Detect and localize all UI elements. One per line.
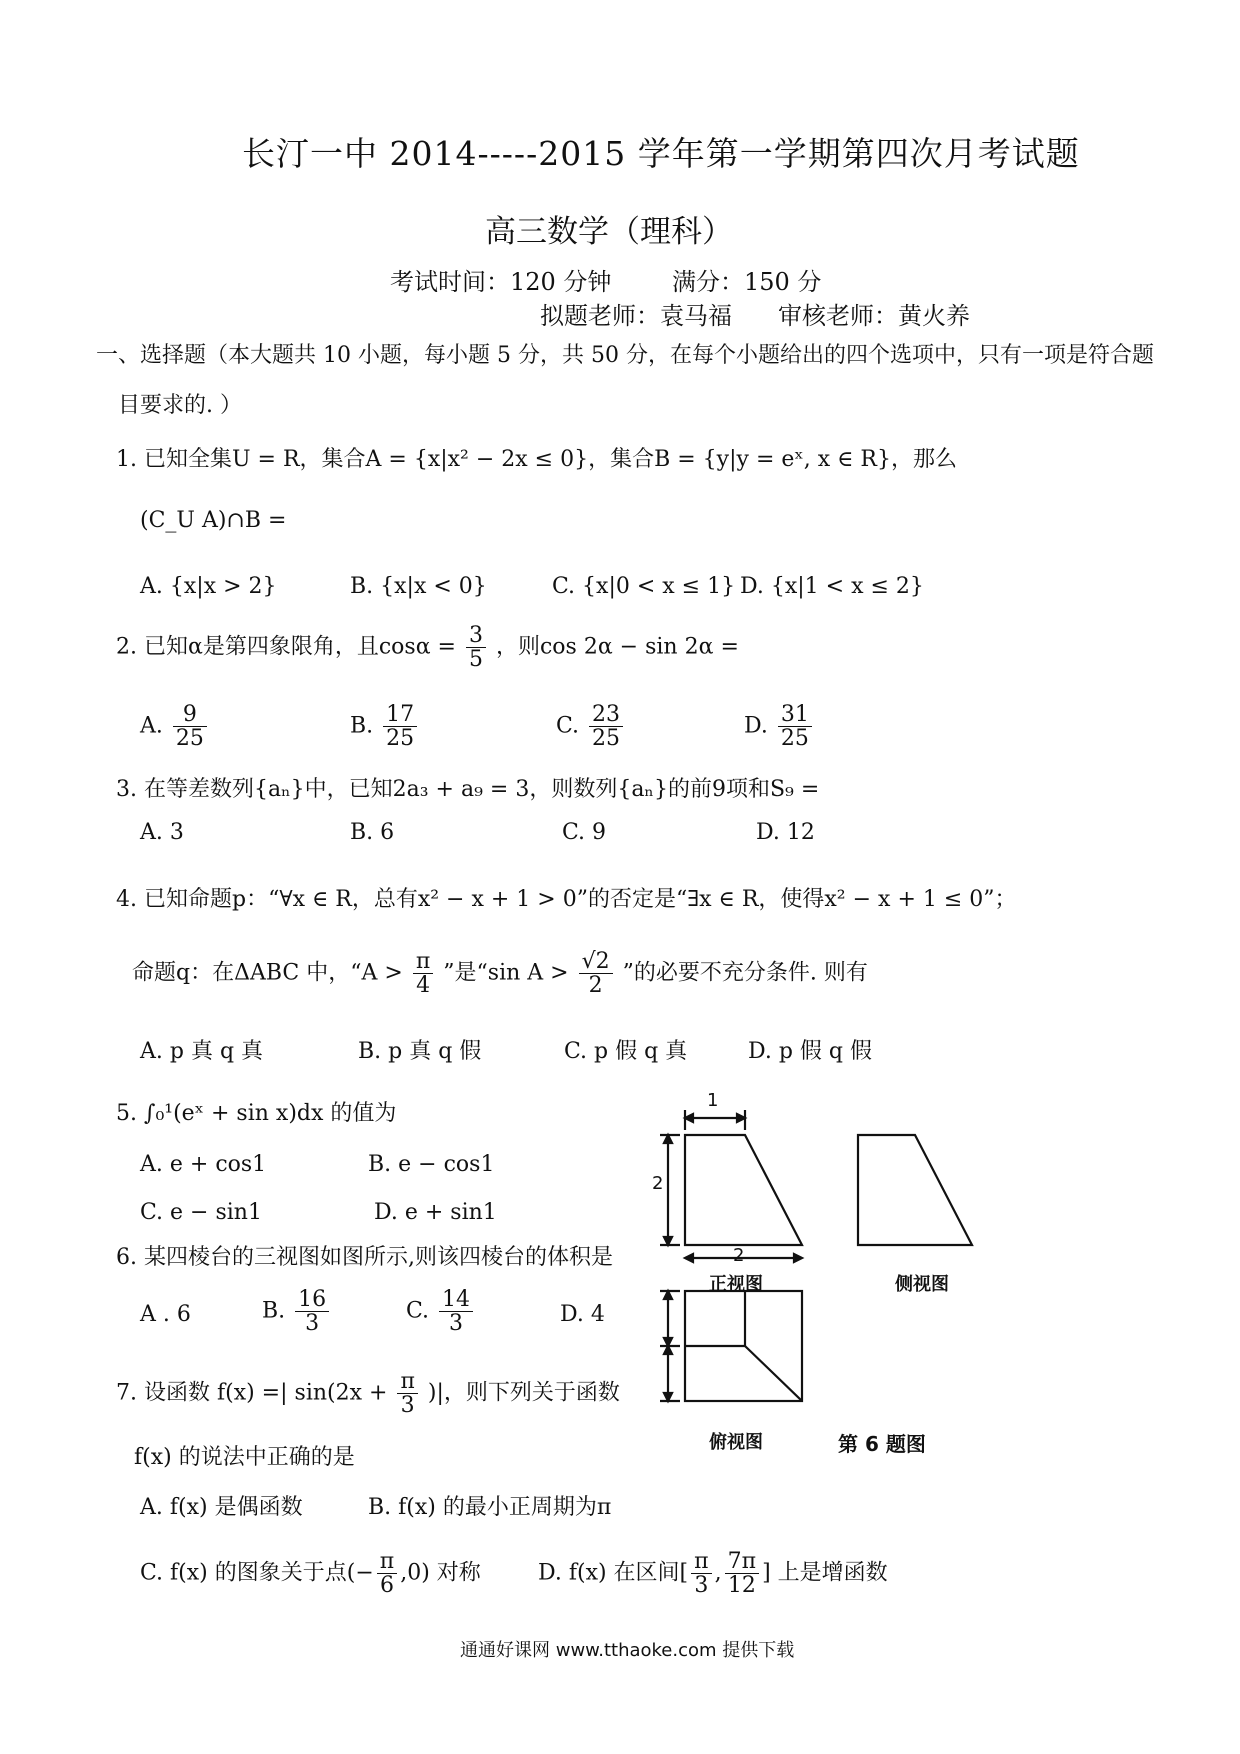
q4-stem2-a: 命题q：在ΔABC 中，“A >: [132, 960, 403, 986]
q2-b-label: B.: [350, 713, 374, 739]
q7-option-c: [140, 1550, 481, 1597]
q2-option-a: [140, 703, 210, 750]
footer-text: 通通好课网 www.tthaoke.com 提供下载: [460, 1640, 795, 1661]
exam-subtitle: 高三数学（理科）: [485, 214, 733, 250]
q4-pi-num: π: [413, 950, 433, 974]
q7-c-num: π: [377, 1550, 397, 1574]
q4-option-a: A. p 真 q 真: [140, 1039, 264, 1064]
q2-option-d: [744, 703, 815, 750]
question-7-cont: f(x) 的说法中正确的是: [134, 1445, 355, 1470]
q2-b-den: 25: [386, 726, 415, 752]
q2-a-label: A.: [140, 713, 163, 739]
q7-d-b: ] 上是增函数: [762, 1560, 888, 1586]
q7-d-den1: 3: [694, 1573, 709, 1599]
q2-den: 5: [468, 647, 483, 673]
q4-root-den: 2: [588, 973, 603, 999]
q2-option-c: [556, 703, 626, 750]
q2-stem-b: ，则cos 2α − sin 2α =: [495, 634, 739, 660]
q1-option-b: B. {x|x < 0}: [350, 574, 487, 599]
q4-stem2-b: ”是“sin A >: [443, 960, 569, 986]
q7-pi-num: π: [397, 1370, 417, 1394]
q6-option-b: [262, 1288, 332, 1335]
q2-option-b: [350, 703, 420, 750]
q4-option-d: D. p 假 q 假: [748, 1039, 872, 1064]
q7-c-b: ,0) 对称: [400, 1560, 481, 1586]
q7-c-den: 6: [380, 1573, 394, 1599]
q1-option-c: C. {x|0 < x ≤ 1}: [552, 574, 736, 599]
q7-pi-den: 3: [400, 1393, 415, 1419]
q6-b-den: 3: [305, 1311, 320, 1337]
front-view-shape: [685, 1135, 802, 1245]
exam-time: 考试时间：120 分钟: [390, 268, 612, 296]
q7-d-sep: ,: [714, 1560, 722, 1586]
question-7: [116, 1370, 620, 1417]
dim-bottom-label: 2: [733, 1245, 745, 1266]
side-view-shape: [858, 1135, 972, 1245]
side-view-label: 侧视图: [895, 1274, 949, 1295]
q2-stem-a: 2. 已知α是第四象限角，且cosα =: [116, 634, 456, 660]
q4-pi-den: 4: [416, 973, 431, 999]
q6-b-label: B.: [262, 1298, 286, 1324]
q6-c-num: 14: [439, 1288, 473, 1312]
question-6: 6. 某四棱台的三视图如图所示,则该四棱台的体积是: [116, 1245, 613, 1270]
q7-stem-a: 7. 设函数 f(x) =| sin(2x +: [116, 1380, 388, 1406]
q7-option-b: B. f(x) 的最小正周期为π: [368, 1495, 612, 1520]
q1-option-d: D. {x|1 < x ≤ 2}: [740, 574, 924, 599]
q2-b-num: 17: [383, 703, 417, 727]
question-4: 4. 已知命题p：“∀x ∈ R，总有x² − x + 1 > 0”的否定是“∃x ∈ R，使得x² − x + 1 ≤ 0”；: [116, 887, 1017, 912]
q4-option-b: B. p 真 q 假: [358, 1039, 482, 1064]
q6-option-d: D. 4: [560, 1302, 605, 1327]
reviewer: 审核老师：黄火养: [778, 302, 970, 330]
q3-option-b: B. 6: [350, 820, 395, 845]
figure-caption: 第 6 题图: [838, 1432, 926, 1456]
question-3: 3. 在等差数列{aₙ}中，已知2a₃ + a₉ = 3，则数列{aₙ}的前9项和S₉ =: [116, 777, 820, 802]
q6-c-label: C.: [406, 1298, 430, 1324]
q2-c-den: 25: [592, 726, 621, 752]
q7-option-d: [538, 1550, 888, 1597]
q1-option-a: A. {x|x > 2}: [140, 574, 277, 599]
q2-c-label: C.: [556, 713, 580, 739]
q2-c-num: 23: [589, 703, 623, 727]
question-5: 5. ∫₀¹(eˣ + sin x)dx 的值为: [116, 1101, 397, 1126]
q5-option-d: D. e + sin1: [374, 1200, 497, 1225]
top-view-label: 俯视图: [709, 1432, 763, 1453]
q3-option-a: A. 3: [140, 820, 184, 845]
q4-root-num: √2: [579, 950, 613, 974]
q2-d-label: D.: [744, 713, 768, 739]
q4-stem2-c: ”的必要不充分条件. 则有: [622, 960, 868, 986]
q7-d-den2: 12: [727, 1573, 756, 1599]
exam-title: 长汀一中 2014-----2015 学年第一学期第四次月考试题: [242, 134, 1080, 173]
q7-stem-b: )|，则下列关于函数: [427, 1380, 620, 1406]
section-heading-cont: 目要求的. ）: [118, 393, 242, 418]
q5-option-b: B. e − cos1: [368, 1152, 495, 1177]
question-1-expr: (C_U A)∩B =: [140, 508, 287, 533]
q2-fraction: [466, 624, 486, 671]
question-2: [116, 624, 739, 671]
three-view-figure: [640, 1100, 1020, 1500]
q4-option-c: C. p 假 q 真: [564, 1039, 688, 1064]
dim-left-label: 2: [652, 1173, 664, 1194]
q6-c-den: 3: [449, 1311, 464, 1337]
section-heading: 一、选择题（本大题共 10 小题，每小题 5 分，共 50 分，在每个小题给出的四个选项中，只有一项是符合题: [96, 343, 1154, 368]
q6-option-a: A . 6: [140, 1302, 191, 1327]
q5-option-c: C. e − sin1: [140, 1200, 262, 1225]
q7-d-a: D. f(x) 在区间[: [538, 1560, 689, 1586]
q7-c-a: C. f(x) 的图象关于点(−: [140, 1560, 374, 1586]
q7-option-a: A. f(x) 是偶函数: [140, 1495, 303, 1520]
q2-d-den: 25: [780, 726, 809, 752]
question-1: 1. 已知全集U = R，集合A = {x|x² − 2x ≤ 0}，集合B = {y|y = eˣ, x ∈ R}，那么: [116, 447, 957, 472]
q2-num: 3: [466, 624, 486, 648]
front-view-label: 正视图: [709, 1274, 763, 1295]
q2-a-den: 25: [175, 726, 204, 752]
q5-option-a: A. e + cos1: [140, 1152, 267, 1177]
dim-top-label: 1: [704, 1090, 721, 1111]
full-score: 满分：150 分: [672, 268, 822, 296]
q7-d-num2: 7π: [725, 1550, 759, 1574]
q7-d-num1: π: [691, 1550, 711, 1574]
question-4-cont: [132, 950, 868, 997]
q2-d-num: 31: [778, 703, 812, 727]
q3-option-c: C. 9: [562, 820, 607, 845]
author: 拟题老师：袁马福: [540, 302, 732, 330]
q6-b-num: 16: [295, 1288, 329, 1312]
q2-a-num: 9: [173, 703, 207, 727]
q6-option-c: [406, 1288, 476, 1335]
q3-option-d: D. 12: [756, 820, 815, 845]
